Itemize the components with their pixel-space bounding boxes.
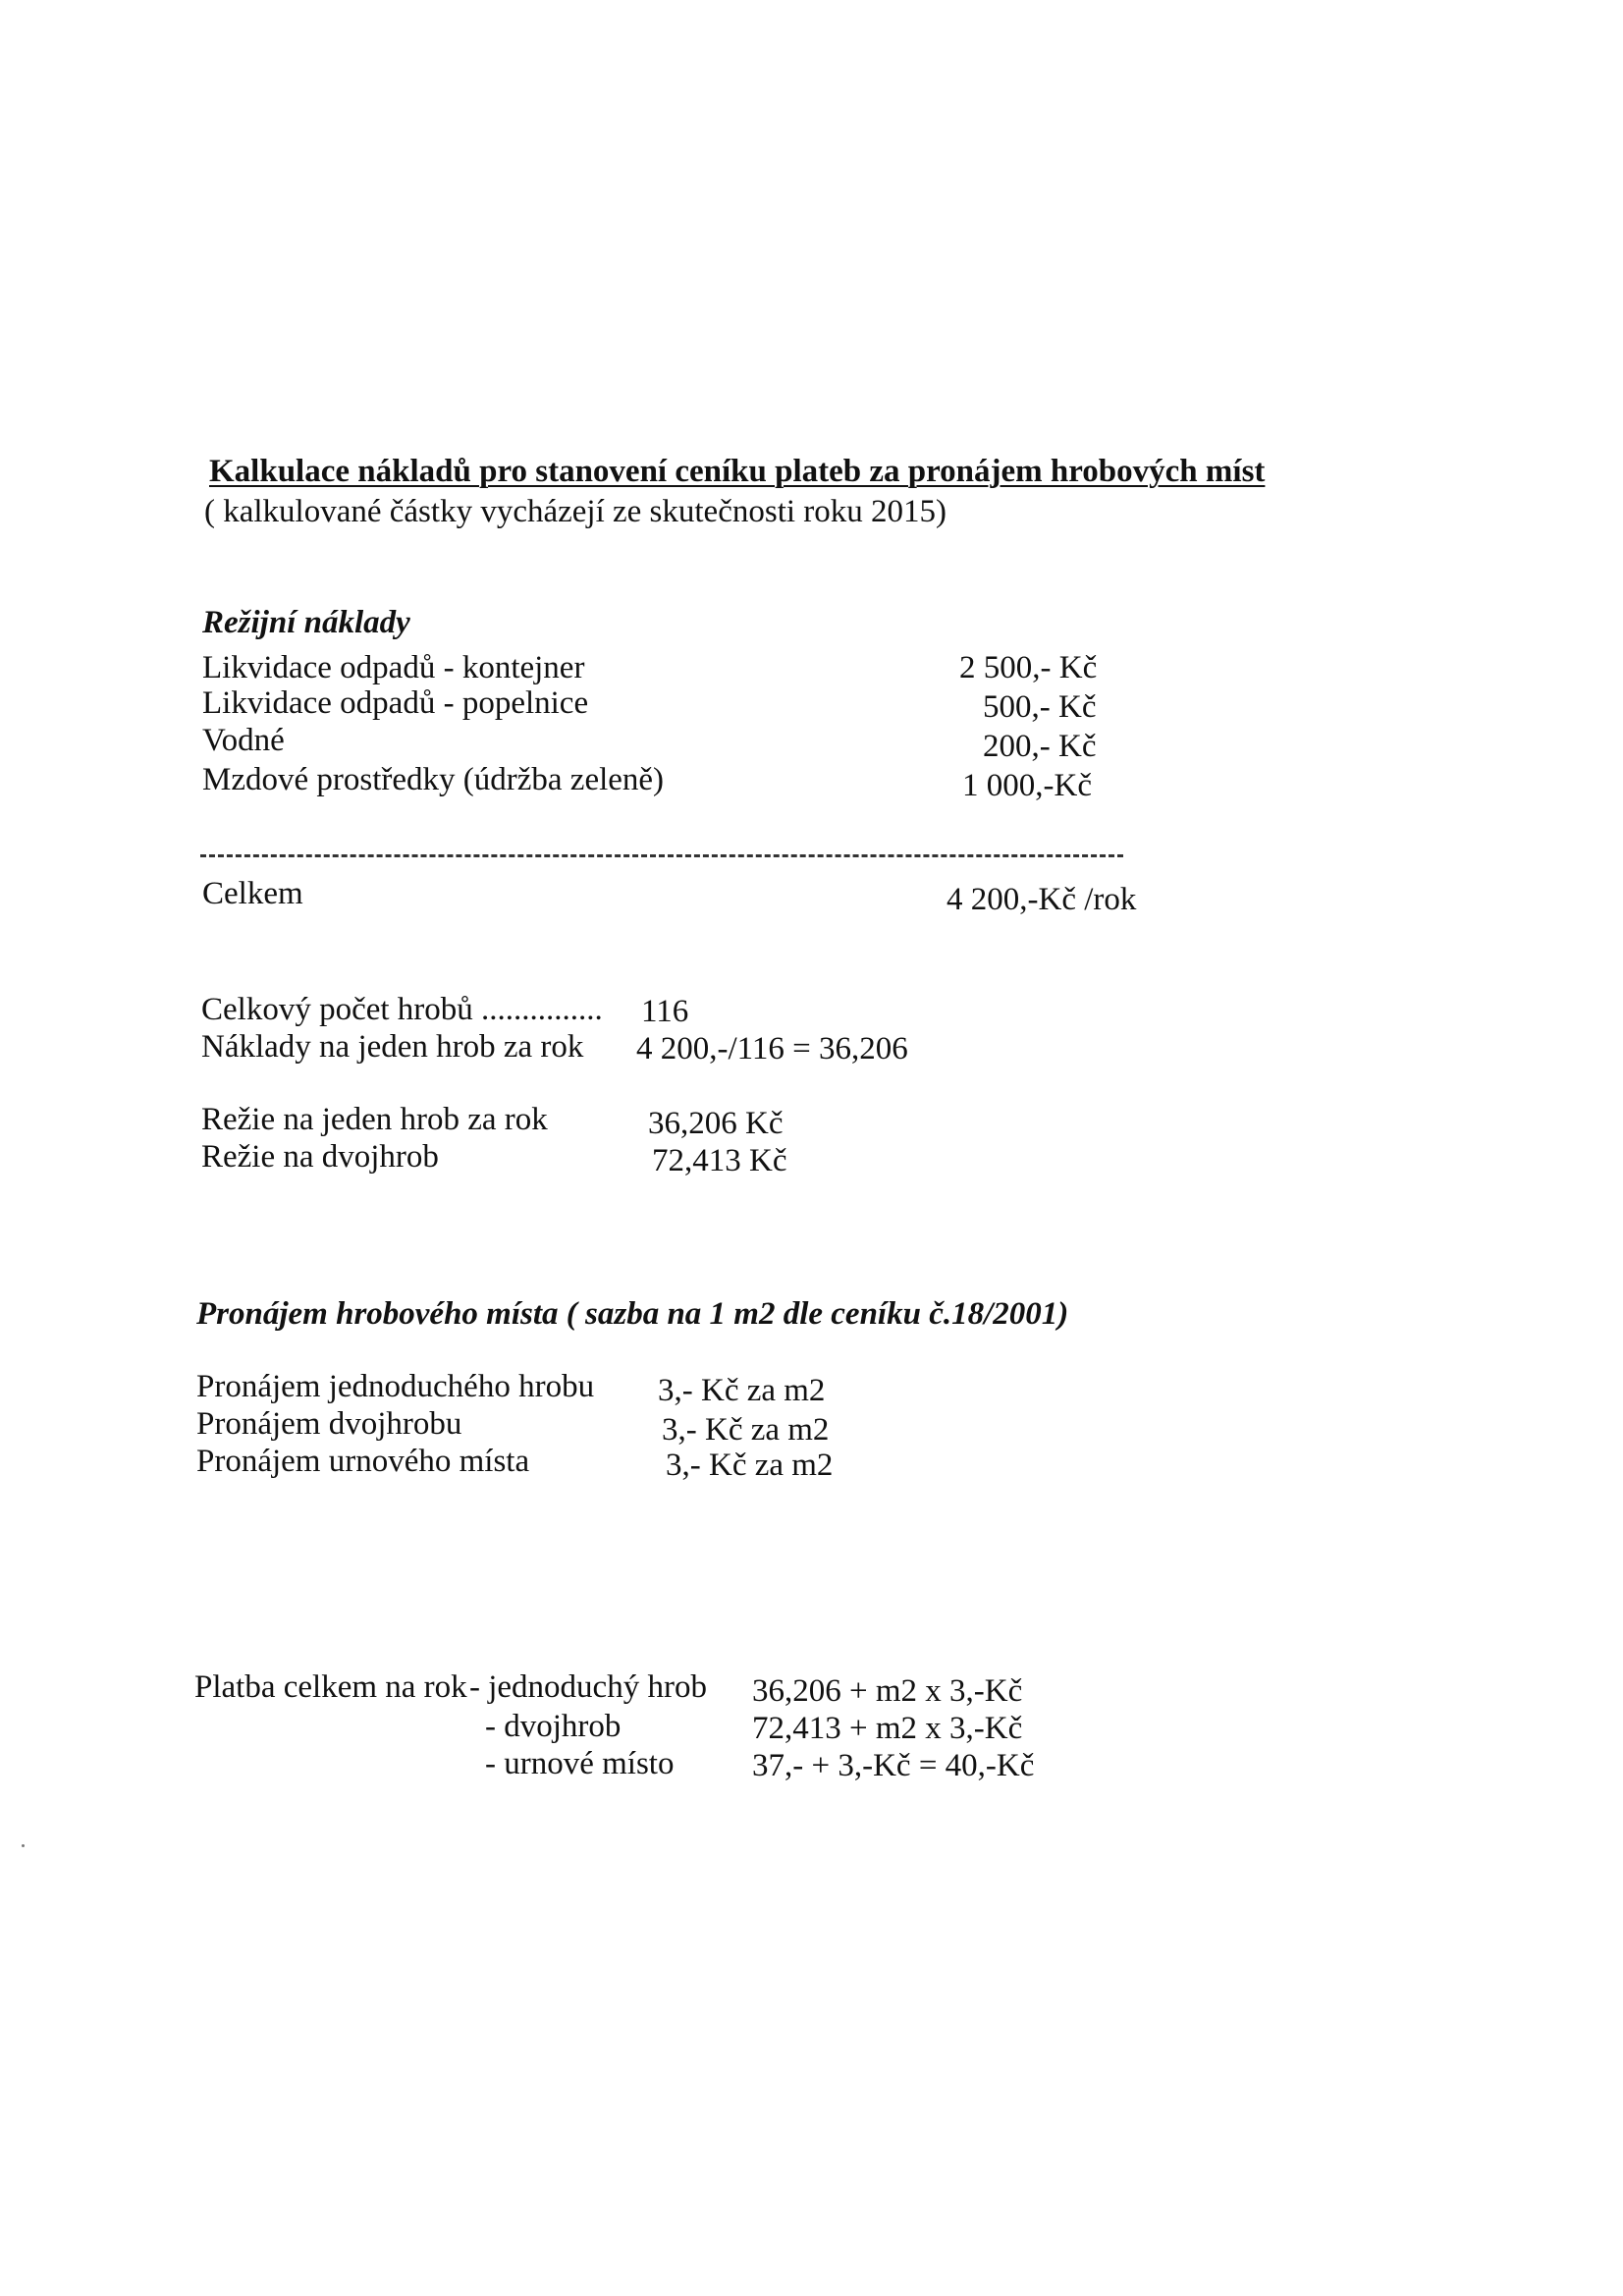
overhead-single-label: Režie na jeden hrob za rok (201, 1102, 548, 1137)
payment-row-value: 72,413 + m2 x 3,-Kč (752, 1711, 1023, 1746)
overhead-item-label: Vodné (202, 723, 285, 758)
cost-per-grave-value: 4 200,-/116 = 36,206 (636, 1031, 908, 1066)
payment-row-value: 36,206 + m2 x 3,-Kč (752, 1673, 1023, 1709)
grave-count-label: Celkový počet hrobů ............... (201, 992, 603, 1027)
payment-row-label: - urnové místo (485, 1746, 675, 1781)
overhead-heading: Režijní náklady (202, 605, 410, 640)
rental-item-value: 3,- Kč za m2 (662, 1412, 830, 1448)
overhead-item-label: Likvidace odpadů - popelnice (202, 685, 589, 721)
document-subtitle: ( kalkulované částky vycházejí ze skutečnosti roku 2015) (204, 494, 947, 529)
overhead-item-value: 500,- Kč (983, 689, 1097, 725)
payment-row-value: 37,- + 3,-Kč = 40,-Kč (752, 1748, 1035, 1783)
overhead-single-value: 36,206 Kč (648, 1106, 784, 1141)
document-title: Kalkulace nákladů pro stanovení ceníku plateb za pronájem hrobových míst (209, 454, 1266, 489)
payment-row-label: - jednoduchý hrob (469, 1669, 707, 1705)
rental-item-label: Pronájem jednoduchého hrobu (196, 1369, 595, 1404)
overhead-double-label: Režie na dvojhrob (201, 1139, 439, 1175)
overhead-item-label: Mzdové prostředky (údržba zeleně) (202, 762, 665, 797)
overhead-double-value: 72,413 Kč (652, 1143, 787, 1178)
cost-per-grave-label: Náklady na jeden hrob za rok (201, 1029, 584, 1065)
overhead-item-value: 200,- Kč (983, 729, 1097, 764)
scan-speck (22, 1844, 25, 1847)
payment-row-label: - dvojhrob (485, 1709, 622, 1744)
rental-item-label: Pronájem urnového místa (196, 1444, 530, 1479)
overhead-item-value: 1 000,-Kč (962, 768, 1092, 803)
rental-heading: Pronájem hrobového místa ( sazba na 1 m2 dle ceníku č.18/2001) (196, 1296, 1069, 1332)
rental-item-value: 3,- Kč za m2 (658, 1373, 826, 1408)
dashed-separator (200, 854, 1123, 860)
rental-item-label: Pronájem dvojhrobu (196, 1406, 462, 1442)
overhead-total-label: Celkem (202, 876, 303, 911)
grave-count-value: 116 (641, 994, 689, 1029)
overhead-total-value: 4 200,-Kč /rok (947, 882, 1137, 917)
payment-lead: Platba celkem na rok (194, 1669, 467, 1705)
overhead-item-label: Likvidace odpadů - kontejner (202, 650, 585, 685)
overhead-item-value: 2 500,- Kč (959, 650, 1098, 685)
rental-item-value: 3,- Kč za m2 (666, 1448, 834, 1483)
